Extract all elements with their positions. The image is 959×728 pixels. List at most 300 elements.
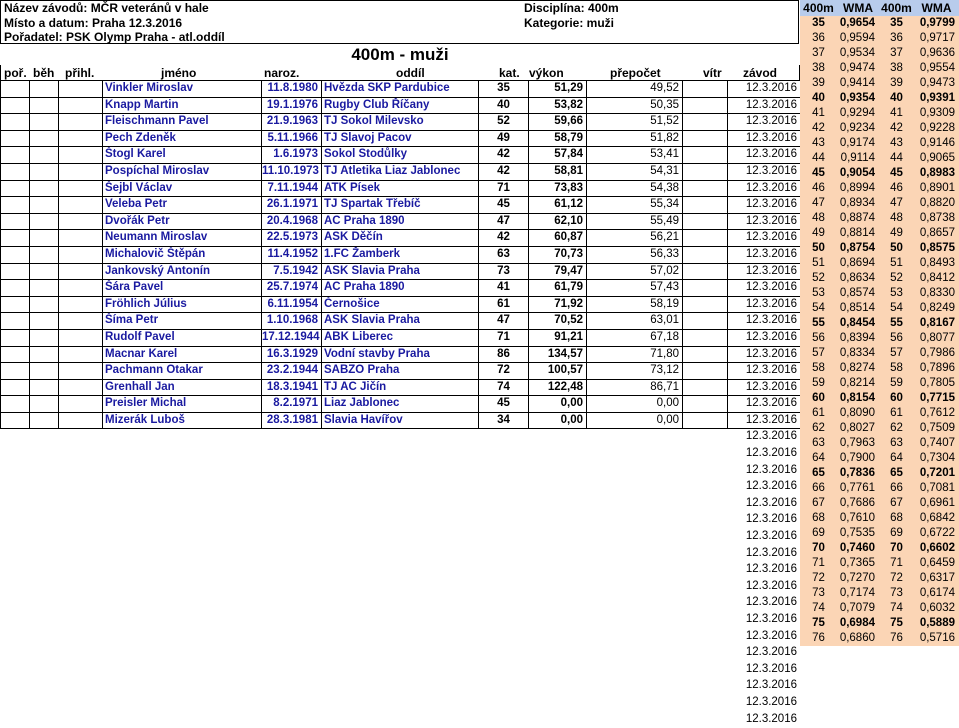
cell-born: 7.5.1942 xyxy=(261,264,321,280)
wma-cell-a: 42 xyxy=(812,122,825,134)
wma-cell-a: 74 xyxy=(812,602,825,614)
cell-empty xyxy=(0,264,29,280)
cell-empty xyxy=(0,164,29,180)
wma-cell-a: 59 xyxy=(812,377,825,389)
wma-cell-c: 67 xyxy=(890,497,903,509)
table-row xyxy=(0,114,800,131)
cell-name: Fleischmann Pavel xyxy=(102,114,261,130)
cell-calc: 54,38 xyxy=(586,181,682,197)
cell-empty xyxy=(0,197,29,213)
wma-cell-a: 71 xyxy=(812,557,825,569)
table-row xyxy=(0,595,800,612)
wma-cell-d: 0,7896 xyxy=(919,362,955,374)
cell-name: Neumann Miroslav xyxy=(102,230,261,246)
cell-time: 53,82 xyxy=(528,98,586,114)
cell-date: 12.3.2016 xyxy=(727,181,800,197)
cell-calc: 56,21 xyxy=(586,230,682,246)
wma-cell-b: 0,8027 xyxy=(839,422,875,434)
wma-cell-c: 68 xyxy=(890,512,903,524)
cell-cat: 61 xyxy=(478,297,528,313)
cell-empty xyxy=(58,81,102,97)
wma-list xyxy=(800,16,959,646)
wma-cell-d: 0,9554 xyxy=(919,62,955,74)
col-calc: přepočet xyxy=(610,66,661,80)
cell-empty xyxy=(58,280,102,296)
cell-club: Černošice xyxy=(321,297,478,313)
cell-empty xyxy=(682,247,727,263)
col-time: výkon xyxy=(529,66,564,80)
cell-time: 61,79 xyxy=(528,280,586,296)
wma-cell-c: 39 xyxy=(890,77,903,89)
wma-cell-c: 37 xyxy=(890,47,903,59)
cell-name: Knapp Martin xyxy=(102,98,261,114)
cell-name: Preisler Michal xyxy=(102,396,261,412)
wma-cell-c: 46 xyxy=(890,182,903,194)
wma-cell-a: 49 xyxy=(812,227,825,239)
cell-name: Jankovský Antonín xyxy=(102,264,261,280)
wma-cell-d: 0,7201 xyxy=(919,467,955,479)
wma-row xyxy=(800,421,959,436)
cell-date: 12.3.2016 xyxy=(727,396,800,412)
cell-club: Hvězda SKP Pardubice xyxy=(321,81,478,97)
cell-empty xyxy=(58,396,102,412)
cell-time: 58,79 xyxy=(528,131,586,147)
cell-calc: 54,31 xyxy=(586,164,682,180)
wma-cell-c: 35 xyxy=(890,17,903,29)
cell-empty xyxy=(29,347,58,363)
cell-name: Štogl Karel xyxy=(102,147,261,163)
cell-empty xyxy=(0,247,29,263)
wma-cell-b: 0,7174 xyxy=(839,587,875,599)
wma-cell-c: 43 xyxy=(890,137,903,149)
cell-empty xyxy=(58,247,102,263)
wma-head-1: 400m xyxy=(803,1,834,15)
cell-date: 12.3.2016 xyxy=(745,662,797,675)
wma-cell-c: 52 xyxy=(890,272,903,284)
wma-cell-d: 0,6602 xyxy=(919,542,955,554)
cell-time: 100,57 xyxy=(528,363,586,379)
wma-cell-a: 48 xyxy=(812,212,825,224)
wma-row xyxy=(800,631,959,646)
cell-empty xyxy=(29,164,58,180)
cell-club: Rugby Club Říčany xyxy=(321,98,478,114)
cell-date: 12.3.2016 xyxy=(727,164,800,180)
table-row xyxy=(0,579,800,596)
page-title: 400m - muži xyxy=(351,45,449,64)
cell-empty xyxy=(682,81,727,97)
cell-empty xyxy=(29,214,58,230)
wma-cell-c: 58 xyxy=(890,362,903,374)
cell-cat: 63 xyxy=(478,247,528,263)
col-born: naroz. xyxy=(264,66,300,80)
wma-row xyxy=(800,151,959,166)
cell-club: ASK Děčín xyxy=(321,230,478,246)
wma-cell-c: 73 xyxy=(890,587,903,599)
table-row xyxy=(0,712,800,728)
cell-empty xyxy=(29,413,58,429)
wma-row xyxy=(800,586,959,601)
wma-cell-a: 35 xyxy=(812,17,825,29)
wma-cell-b: 0,8334 xyxy=(839,347,875,359)
wma-row xyxy=(800,61,959,76)
wma-cell-a: 37 xyxy=(812,47,825,59)
table-row xyxy=(0,612,800,629)
cell-time: 0,00 xyxy=(528,396,586,412)
wma-cell-b: 0,8874 xyxy=(839,212,875,224)
cell-name: Veleba Petr xyxy=(102,197,261,213)
cell-date: 12.3.2016 xyxy=(727,114,800,130)
cell-empty xyxy=(682,280,727,296)
wma-cell-b: 0,7686 xyxy=(839,497,875,509)
table-row xyxy=(0,678,800,695)
col-rank: poř. xyxy=(4,66,27,80)
cell-date: 12.3.2016 xyxy=(727,230,800,246)
cell-empty xyxy=(0,98,29,114)
cell-empty xyxy=(29,297,58,313)
table-row xyxy=(0,131,800,148)
cell-date: 12.3.2016 xyxy=(727,81,800,97)
wma-cell-a: 54 xyxy=(812,302,825,314)
wma-row xyxy=(800,451,959,466)
wma-row xyxy=(800,406,959,421)
cell-empty xyxy=(0,131,29,147)
wma-row xyxy=(800,331,959,346)
cell-empty xyxy=(0,413,29,429)
cell-club: TJ Slavoj Pacov xyxy=(321,131,478,147)
wma-cell-c: 51 xyxy=(890,257,903,269)
cell-name: Pech Zdeněk xyxy=(102,131,261,147)
wma-row xyxy=(800,271,959,286)
wma-cell-c: 61 xyxy=(890,407,903,419)
results-table xyxy=(0,81,800,728)
wma-cell-b: 0,7610 xyxy=(839,512,875,524)
cell-time: 122,48 xyxy=(528,380,586,396)
cell-empty xyxy=(682,181,727,197)
table-row xyxy=(0,313,800,330)
wma-cell-c: 42 xyxy=(890,122,903,134)
wma-cell-b: 0,9114 xyxy=(840,152,875,164)
wma-row xyxy=(800,121,959,136)
cell-date: 12.3.2016 xyxy=(745,596,797,609)
wma-cell-b: 0,7460 xyxy=(839,542,875,554)
wma-cell-a: 65 xyxy=(812,467,825,479)
wma-cell-d: 0,7986 xyxy=(919,347,955,359)
cell-calc: 57,02 xyxy=(586,264,682,280)
cell-cat: 45 xyxy=(478,197,528,213)
cell-calc: 51,82 xyxy=(586,131,682,147)
wma-cell-c: 70 xyxy=(890,542,903,554)
table-row xyxy=(0,629,800,646)
cell-empty xyxy=(682,131,727,147)
cell-date: 12.3.2016 xyxy=(727,363,800,379)
table-row xyxy=(0,363,800,380)
wma-cell-b: 0,7270 xyxy=(839,572,875,584)
table-row xyxy=(0,230,800,247)
cell-time: 58,81 xyxy=(528,164,586,180)
wma-cell-b: 0,9294 xyxy=(839,107,875,119)
cell-date: 12.3.2016 xyxy=(745,712,797,725)
cell-date: 12.3.2016 xyxy=(745,579,797,592)
cell-empty xyxy=(29,230,58,246)
cell-calc: 63,01 xyxy=(586,313,682,329)
header-box xyxy=(0,0,799,44)
wma-cell-c: 40 xyxy=(890,92,903,104)
cell-club: SABZO Praha xyxy=(321,363,478,379)
cell-empty xyxy=(0,280,29,296)
wma-cell-b: 0,6984 xyxy=(839,617,875,629)
cell-empty xyxy=(58,347,102,363)
wma-row xyxy=(800,601,959,616)
cell-date: 12.3.2016 xyxy=(727,380,800,396)
wma-cell-a: 61 xyxy=(812,407,825,419)
wma-cell-c: 72 xyxy=(890,572,903,584)
cell-empty xyxy=(0,380,29,396)
cell-empty xyxy=(58,214,102,230)
cell-cat: 71 xyxy=(478,330,528,346)
wma-head-4: WMA xyxy=(921,1,952,15)
cell-born: 1.10.1968 xyxy=(261,313,321,329)
wma-cell-a: 70 xyxy=(812,542,825,554)
col-name: jméno xyxy=(161,66,197,80)
wma-cell-d: 0,9473 xyxy=(919,77,955,89)
wma-cell-b: 0,9654 xyxy=(839,17,875,29)
cell-club: Vodní stavby Praha xyxy=(321,347,478,363)
wma-cell-a: 72 xyxy=(812,572,825,584)
cell-empty xyxy=(58,197,102,213)
wma-cell-b: 0,8274 xyxy=(839,362,875,374)
cell-born: 1.6.1973 xyxy=(261,147,321,163)
wma-cell-b: 0,7963 xyxy=(839,437,875,449)
table-row xyxy=(0,197,800,214)
cell-name: Rudolf Pavel xyxy=(102,330,261,346)
wma-cell-d: 0,9228 xyxy=(919,122,955,134)
cell-date: 12.3.2016 xyxy=(727,98,800,114)
cell-name: Grenhall Jan xyxy=(102,380,261,396)
cell-name: Mizerák Luboš xyxy=(102,413,261,429)
table-row xyxy=(0,81,800,98)
organizer: Pořadatel: PSK Olymp Praha - atl.oddíl xyxy=(4,30,225,44)
wma-cell-b: 0,8090 xyxy=(839,407,875,419)
cell-born: 21.9.1963 xyxy=(261,114,321,130)
column-header-row xyxy=(0,65,800,81)
wma-cell-c: 36 xyxy=(890,32,903,44)
wma-cell-b: 0,8574 xyxy=(839,287,875,299)
wma-cell-c: 62 xyxy=(890,422,903,434)
wma-cell-a: 36 xyxy=(812,32,825,44)
wma-cell-b: 0,9414 xyxy=(839,77,875,89)
cell-empty xyxy=(0,114,29,130)
wma-cell-b: 0,9594 xyxy=(839,32,875,44)
wma-cell-b: 0,7761 xyxy=(839,482,875,494)
cell-name: Vinkler Miroslav xyxy=(102,81,261,97)
wma-cell-b: 0,9354 xyxy=(839,92,875,104)
wma-cell-d: 0,8575 xyxy=(919,242,955,254)
table-row xyxy=(0,645,800,662)
cell-time: 60,87 xyxy=(528,230,586,246)
table-row xyxy=(0,562,800,579)
cell-time: 73,83 xyxy=(528,181,586,197)
wma-cell-a: 55 xyxy=(812,317,825,329)
cell-cat: 42 xyxy=(478,230,528,246)
wma-cell-a: 73 xyxy=(812,587,825,599)
wma-cell-c: 44 xyxy=(890,152,903,164)
wma-cell-c: 53 xyxy=(890,287,903,299)
wma-cell-c: 55 xyxy=(890,317,903,329)
wma-row xyxy=(800,301,959,316)
cell-date: 12.3.2016 xyxy=(745,679,797,692)
cell-born: 11.4.1952 xyxy=(261,247,321,263)
wma-row xyxy=(800,361,959,376)
cell-time: 134,57 xyxy=(528,347,586,363)
cell-date: 12.3.2016 xyxy=(745,629,797,642)
cell-born: 7.11.1944 xyxy=(261,181,321,197)
table-row xyxy=(0,446,800,463)
cell-empty xyxy=(682,396,727,412)
col-entry: přihl. xyxy=(65,66,95,80)
wma-cell-d: 0,5716 xyxy=(919,632,955,644)
cell-empty xyxy=(682,114,727,130)
wma-header-row xyxy=(800,0,959,16)
cell-empty xyxy=(0,330,29,346)
wma-cell-a: 43 xyxy=(812,137,825,149)
wma-cell-b: 0,9234 xyxy=(839,122,875,134)
wma-row xyxy=(800,526,959,541)
wma-cell-b: 0,7535 xyxy=(839,527,875,539)
cell-empty xyxy=(29,98,58,114)
cell-empty xyxy=(0,363,29,379)
cell-date: 12.3.2016 xyxy=(745,646,797,659)
cell-empty xyxy=(29,181,58,197)
table-row xyxy=(0,181,800,198)
cell-empty xyxy=(0,396,29,412)
cell-calc: 58,19 xyxy=(586,297,682,313)
cell-cat: 47 xyxy=(478,313,528,329)
table-row xyxy=(0,98,800,115)
cell-date: 12.3.2016 xyxy=(745,695,797,708)
wma-cell-b: 0,8934 xyxy=(839,197,875,209)
cell-calc: 56,33 xyxy=(586,247,682,263)
wma-row xyxy=(800,286,959,301)
wma-cell-b: 0,8154 xyxy=(839,392,875,404)
cell-club: Slavia Havířov xyxy=(321,413,478,429)
wma-cell-c: 66 xyxy=(890,482,903,494)
cell-born: 17.12.1944 xyxy=(261,330,321,346)
cell-name: Šíma Petr xyxy=(102,313,261,329)
wma-cell-d: 0,7081 xyxy=(919,482,955,494)
wma-row xyxy=(800,31,959,46)
place-date: Místo a datum: Praha 12.3.2016 xyxy=(4,16,183,30)
wma-cell-d: 0,8330 xyxy=(919,287,955,299)
cell-born: 20.4.1968 xyxy=(261,214,321,230)
cell-born: 5.11.1966 xyxy=(261,131,321,147)
table-row xyxy=(0,247,800,264)
wma-cell-d: 0,6459 xyxy=(919,557,955,569)
wma-cell-a: 41 xyxy=(812,107,825,119)
cell-empty xyxy=(29,247,58,263)
cell-cat: 40 xyxy=(478,98,528,114)
cell-born: 25.7.1974 xyxy=(261,280,321,296)
cell-empty xyxy=(0,147,29,163)
cell-calc: 49,52 xyxy=(586,81,682,97)
wma-cell-b: 0,8754 xyxy=(839,242,875,254)
wma-cell-a: 68 xyxy=(812,512,825,524)
wma-cell-c: 38 xyxy=(890,62,903,74)
cell-calc: 0,00 xyxy=(586,413,682,429)
cell-empty xyxy=(29,131,58,147)
wma-row xyxy=(800,436,959,451)
cell-calc: 71,80 xyxy=(586,347,682,363)
cell-name: Michalovič Štěpán xyxy=(102,247,261,263)
cell-born: 8.2.1971 xyxy=(261,396,321,412)
cell-cat: 72 xyxy=(478,363,528,379)
cell-calc: 57,43 xyxy=(586,280,682,296)
cell-time: 70,52 xyxy=(528,313,586,329)
cell-born: 22.5.1973 xyxy=(261,230,321,246)
cell-born: 6.11.1954 xyxy=(261,297,321,313)
cell-empty xyxy=(29,81,58,97)
cell-empty xyxy=(682,313,727,329)
wma-cell-c: 64 xyxy=(890,452,903,464)
wma-cell-c: 59 xyxy=(890,377,903,389)
cell-name: Fröhlich Július xyxy=(102,297,261,313)
table-row xyxy=(0,347,800,364)
cell-born: 28.3.1981 xyxy=(261,413,321,429)
cell-born: 11.8.1980 xyxy=(261,81,321,97)
cell-empty xyxy=(682,214,727,230)
wma-cell-d: 0,8493 xyxy=(919,257,955,269)
cell-time: 71,92 xyxy=(528,297,586,313)
cell-club: TJ Sokol Milevsko xyxy=(321,114,478,130)
wma-cell-a: 44 xyxy=(812,152,825,164)
cell-time: 59,66 xyxy=(528,114,586,130)
wma-cell-c: 71 xyxy=(890,557,903,569)
wma-cell-d: 0,9309 xyxy=(919,107,955,119)
wma-cell-c: 65 xyxy=(890,467,903,479)
wma-cell-a: 47 xyxy=(812,197,825,209)
wma-cell-d: 0,5889 xyxy=(919,617,955,629)
cell-date: 12.3.2016 xyxy=(727,131,800,147)
cell-club: Sokol Stodůlky xyxy=(321,147,478,163)
wma-cell-d: 0,6722 xyxy=(919,527,955,539)
wma-row xyxy=(800,616,959,631)
cell-calc: 0,00 xyxy=(586,396,682,412)
wma-cell-d: 0,8820 xyxy=(919,197,955,209)
table-row xyxy=(0,214,800,231)
cell-date: 12.3.2016 xyxy=(727,413,800,429)
cell-empty xyxy=(58,131,102,147)
cell-empty xyxy=(58,264,102,280)
wma-cell-a: 63 xyxy=(812,437,825,449)
cell-cat: 74 xyxy=(478,380,528,396)
wma-cell-d: 0,9391 xyxy=(919,92,955,104)
wma-row xyxy=(800,541,959,556)
cell-empty xyxy=(29,313,58,329)
cell-name: Pachmann Otakar xyxy=(102,363,261,379)
wma-row xyxy=(800,466,959,481)
wma-row xyxy=(800,511,959,526)
table-row xyxy=(0,396,800,413)
wma-row xyxy=(800,226,959,241)
cell-calc: 73,12 xyxy=(586,363,682,379)
wma-row xyxy=(800,166,959,181)
cell-empty xyxy=(29,330,58,346)
wma-row xyxy=(800,556,959,571)
table-row xyxy=(0,429,800,446)
cell-empty xyxy=(58,413,102,429)
cell-empty xyxy=(682,413,727,429)
wma-cell-b: 0,7079 xyxy=(839,602,875,614)
wma-cell-a: 51 xyxy=(812,257,825,269)
